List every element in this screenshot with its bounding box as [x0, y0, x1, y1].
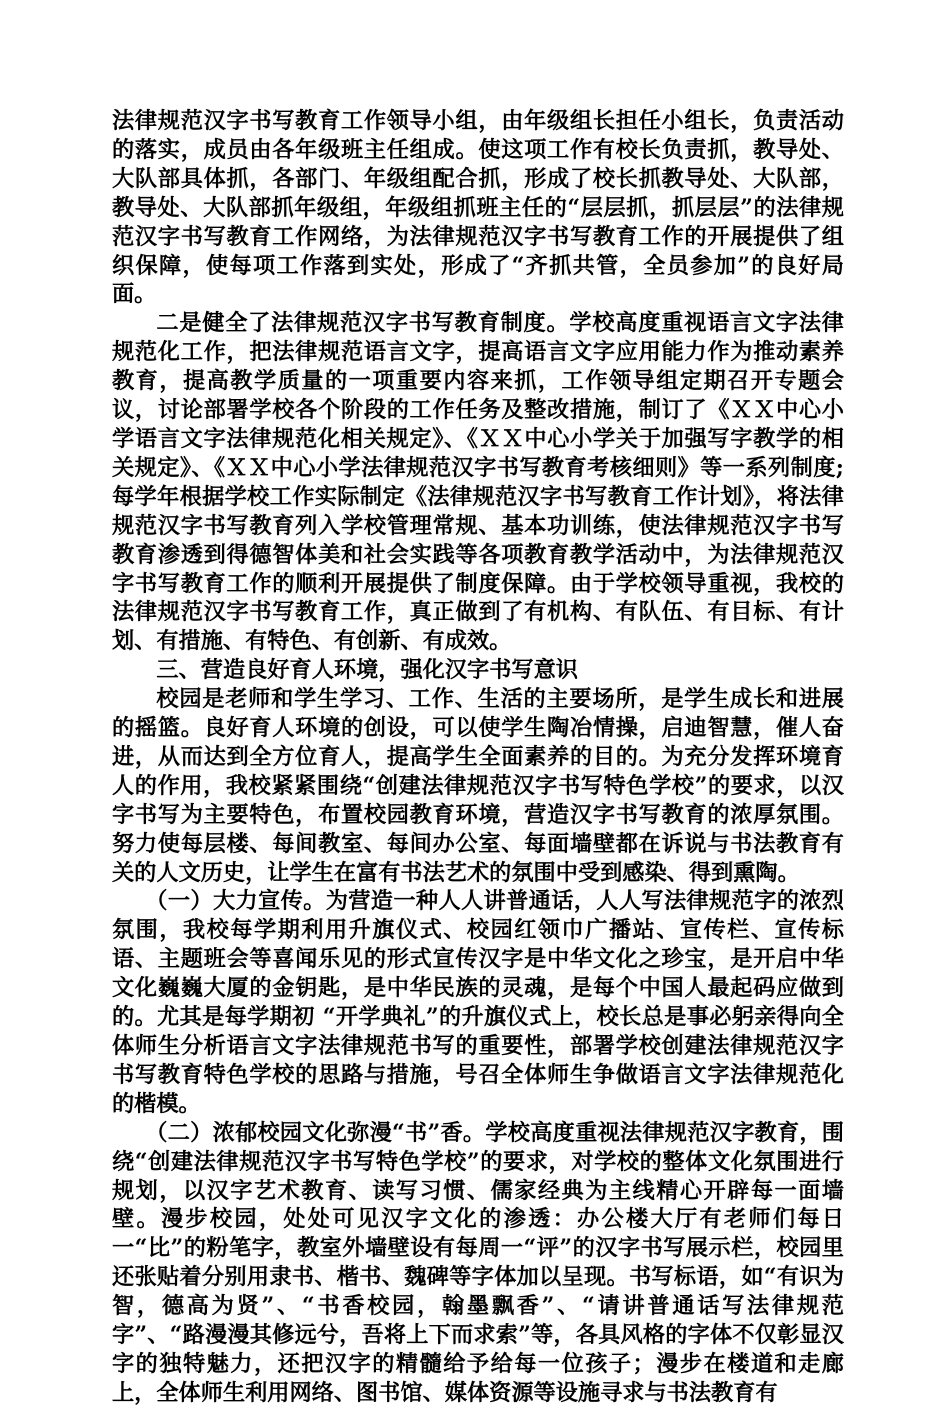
document-page: [112, 107, 844, 1408]
paragraph-leadership-group: 法律规范汉字书写教育工作领导小组，由年级组长担任小组长，负责活动的落实，成员由各年级班主任组成。使这项工作有校长负责抓，教导处、大队部具体抓，各部门、年级组配合抓，形成了校长抓教导处、大队部，教导处、大队部抓年级组，年级组抓班主任的“层层抓，抓层层”的法律规范汉字书写教育工作网络，为法律规范汉字书写教育工作的开展提供了组织保障，使每项工作落到实处，形成了“齐抓共管，全员参加”的良好局面。: [112, 108, 844, 308]
paragraph-system-improvement: 二是健全了法律规范汉字书写教育制度。学校高度重视语言文字法律规范化工作，把法律规范语言文字，提高语言文字应用能力作为推动素养教育，提高教学质量的一项重要内容来抓，工作领导组定期召开专题会议，讨论部署学校各个阶段的工作任务及整改措施，制订了《ＸＸ中心小学语言文字法律规范化相关规定》、《ＸＸ中心小学关于加强写字教学的相关规定》、《ＸＸ中心小学法律规范汉字书写教育考核细则》等一系列制度;每学年根据学校工作实际制定《法律规范汉字书写教育工作计划》，将法律规范汉字书写教育列入学校管理常规、基本功训练，使法律规范汉字书写教育渗透到得德智体美和社会实践等各项教育教学活动中，为法律规范汉字书写教育工作的顺利开展提供了制度保障。由于学校领导重视，我校的法律规范汉字书写教育工作，真正做到了有机构、有队伍、有目标、有计划、有措施、有特色、有创新、有成效。: [112, 310, 844, 655]
paragraph-campus-culture: （二）浓郁校园文化弥漫“书”香。学校高度重视法律规范汉字教育，围绕“创建法律规范汉字书写特色学校”的要求，对学校的整体文化氛围进行规划，以汉字艺术教育、读写习惯、儒家经典为主线精心开辟每一面墙壁。漫步校园，处处可见汉字文化的渗透：办公楼大厅有老师们每日一“比”的粉笔字，教室外墙壁设有每周一“评”的汉字书写展示栏，校园里还张贴着分别用隶书、楷书、魏碑等字体加以呈现。书写标语，如“有识为智，德高为贤”、“书香校园，翰墨飘香”、“请讲普通话写法律规范字”、“路漫漫其修远兮，吾将上下而求索”等，各具风格的字体不仅彰显汉字的独特魅力，还把汉字的精髓给予给每一位孩子；漫步在楼道和走廊上，全体师生利用网络、图书馆、媒体资源等设施寻求与书法教育有: [112, 1119, 844, 1406]
paragraph-publicity: （一）大力宣传。为营造一种人人讲普通话，人人写法律规范字的浓烈氛围，我校每学期利用升旗仪式、校园红领巾广播站、宣传栏、宣传标语、主题班会等喜闻乐见的形式宣传汉字是中华文化之珍宝，是开启中华文化巍巍大厦的金钥匙，是中华民族的灵魂，是每个中国人最起码应做到的。尤其是每学期初 “开学典礼”的升旗仪式上，校长总是事必躬亲得向全体师生分析语言文字法律规范书写的重要性，部署学校创建法律规范汉字书写教育特色学校的思路与措施，号召全体师生争做语言文字法律规范化的楷模。: [112, 888, 844, 1117]
section-heading-environment: 三、营造良好育人环境，强化汉字书写意识: [156, 657, 578, 684]
paragraph-campus-environment: 校园是老师和学生学习、工作、生活的主要场所，是学生成长和进展的摇篮。良好育人环境的创设，可以使学生陶冶情操，启迪智慧，催人奋进，从而达到全方位育人，提高学生全面素养的目的。为充分发挥环境育人的作用，我校紧紧围绕“创建法律规范汉字书写特色学校”的要求，以汉字书写为主要特色，布置校园教育环境，营造汉字书写教育的浓厚氛围。努力使每层楼、每间教室、每间办公室、每面墙壁都在诉说与书法教育有关的人文历史，让学生在富有书法艺术的氛围中受到感染、得到熏陶。: [112, 686, 844, 886]
